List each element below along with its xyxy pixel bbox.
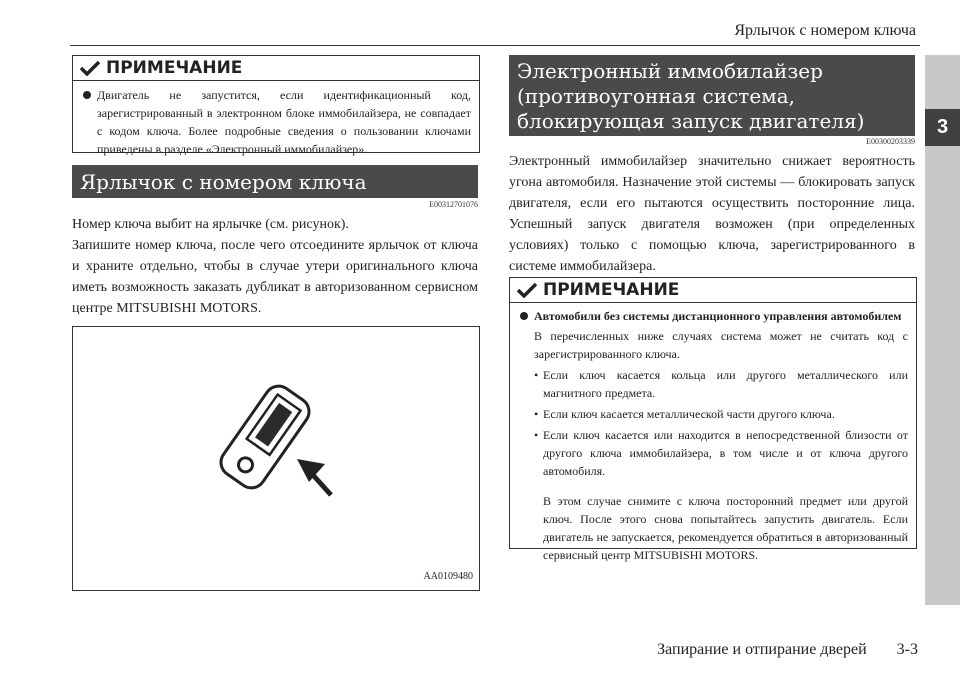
right-note-title: ПРИМЕЧАНИЕ xyxy=(543,280,680,300)
immobilizer-section-code: E00300203339 xyxy=(866,137,915,146)
right-note-box xyxy=(509,277,917,562)
right-note-header xyxy=(510,278,916,303)
footer-section-name: Запирание и отпирание дверей xyxy=(657,641,867,658)
immobilizer-para: Электронный иммобилайзер значительно снижает вероятность угона автомобиля. Назначение этой системы — блокировать запуск двигателя, если его пытаются осуществить посторонние лица. Успешный запуск двигателя возможен (при определенных условиях) только с помощью ключа, зарегистрированного в системе иммобилайзера. xyxy=(509,154,915,274)
right-note-bullet-title: Автомобили без системы дистанционного управления автомобилем xyxy=(534,309,902,323)
left-note-bullet xyxy=(83,86,471,158)
right-note-closing: В этом случае снимите с ключа посторонний предмет или другой ключ. После этого снова попытайтесь запустить двигатель. Если двигатель не запускается, рекомендуется обратиться в авторизованный сервисный центр MITSUBISHI MOTORS. xyxy=(543,494,908,562)
note-check-icon xyxy=(79,60,101,76)
right-note-item xyxy=(520,405,908,423)
page-footer xyxy=(657,641,918,659)
right-note-bullet xyxy=(520,307,908,325)
bullet-dot-icon xyxy=(83,91,91,99)
header-divider xyxy=(70,45,920,46)
immobilizer-section-title: Электронный иммобилайзер (противоугонная система, блокирующая запуск двигателя) xyxy=(517,59,865,133)
key-tag-illustration xyxy=(73,327,479,590)
left-note-header xyxy=(73,56,479,81)
right-note-item-text: Если ключ касается металлической части другого ключа. xyxy=(543,407,835,421)
pointer-arrow-icon xyxy=(297,459,331,495)
page-number: 3-3 xyxy=(896,641,918,658)
right-note-body xyxy=(510,303,916,570)
right-note-intro: В перечисленных ниже случаях система может не считать код с зарегистрированного ключа. xyxy=(534,329,908,361)
right-note-item xyxy=(520,426,908,480)
note-check-icon xyxy=(516,282,538,298)
left-note-title: ПРИМЕЧАНИЕ xyxy=(106,58,243,78)
immobilizer-section-header xyxy=(509,55,915,136)
figure-label: AA0109480 xyxy=(423,571,473,582)
chapter-tab: 3 xyxy=(925,109,960,146)
item-dot-icon: • xyxy=(534,407,539,421)
left-note-text: Двигатель не запустится, если идентификационный код, зарегистрированный в электронном блоке иммобилайзера, не совпадает с кодом ключа. Более подробные сведения о пользовании ключами приведены в разделе «Электронный иммобилайзер». xyxy=(97,88,471,156)
right-note-item-text: Если ключ касается кольца или другого металлического или магнитного предмета. xyxy=(543,368,908,400)
key-tag-para-1: Номер ключа выбит на ярлычке (см. рисунок). xyxy=(72,217,349,232)
item-dot-icon: • xyxy=(534,428,539,442)
key-tag-section-code: E00312701076 xyxy=(429,200,478,209)
key-tag-figure xyxy=(72,326,480,591)
key-tag-text xyxy=(72,214,478,319)
running-head-title: Ярлычок с номером ключа xyxy=(734,22,916,39)
key-tag-section-title: Ярлычок с номером ключа xyxy=(80,169,367,194)
right-note-item xyxy=(520,366,908,402)
key-tag-para-2: Запишите номер ключа, после чего отсоедините ярлычок от ключа и храните отдельно, чтобы в случае утери оригинального ключа иметь возможность заказать дубликат в авторизованном сервисном центре MITSUBISHI MOTORS. xyxy=(72,238,478,316)
immobilizer-text xyxy=(509,151,915,277)
item-dot-icon: • xyxy=(534,368,539,382)
bullet-dot-icon xyxy=(520,312,528,320)
left-note-box xyxy=(72,55,480,156)
left-note-body xyxy=(73,81,479,164)
key-tag-section-header xyxy=(72,165,478,198)
right-note-item-text: Если ключ касается или находится в непосредственной близости от другого ключа иммобилайзера, в том числе и от ключа другого автомобиля. xyxy=(543,428,908,478)
